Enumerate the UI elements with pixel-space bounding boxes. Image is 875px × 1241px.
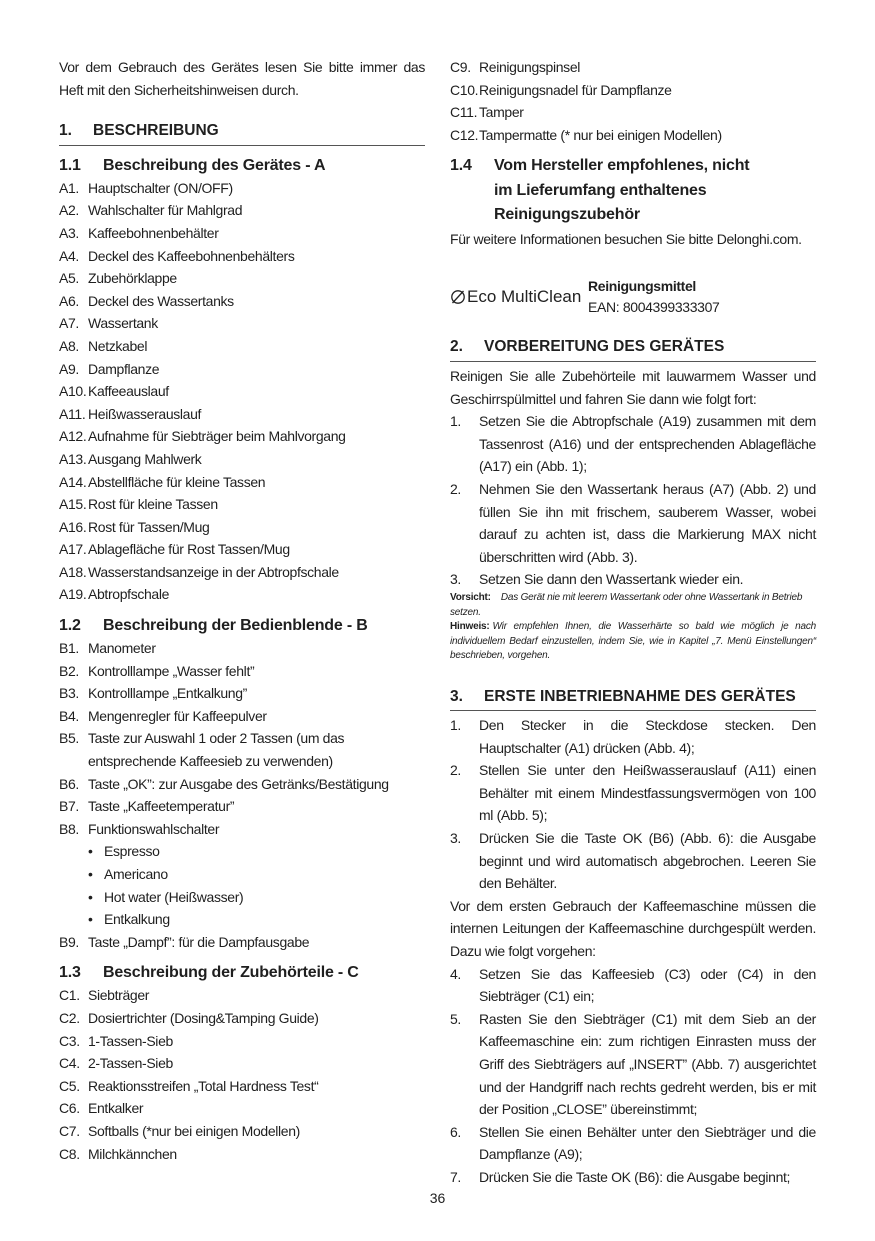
appliance-parts-list: [59, 177, 425, 606]
item-code: B3.: [59, 685, 79, 702]
list-item: [59, 448, 425, 471]
section-2-title: VORBEREITUNG DES GERÄTES: [484, 338, 725, 356]
item-code: C3.: [59, 1032, 80, 1049]
step-number: 7.: [450, 1168, 461, 1185]
list-item: [59, 335, 425, 358]
caution-text: Das Gerät nie mit leerem Wassertank oder ohne Wassertank in Betrieb setzen.: [450, 592, 803, 618]
item-code: C2.: [59, 1009, 80, 1026]
list-item: [59, 267, 425, 290]
item-code: C11.: [450, 104, 478, 121]
item-code: C12.: [450, 126, 479, 143]
intro-text: Vor dem Gebrauch des Gerätes lesen Sie bitte immer das Heft mit den Sicherheitshinweisen durch.: [59, 59, 425, 98]
item-text: Taste „OK”: zur Ausgabe des Getränks/Bestätigung: [88, 775, 389, 792]
rinse-steps: [450, 963, 816, 1189]
section-1-heading: [59, 120, 425, 146]
item-code: C1.: [59, 987, 80, 1004]
section-1-title: BESCHREIBUNG: [93, 122, 219, 140]
item-code: A18.: [59, 563, 87, 580]
item-code: A13.: [59, 450, 87, 467]
list-item: [450, 124, 816, 147]
bullet-text: Espresso: [104, 843, 160, 860]
bullet-text: Americano: [104, 866, 168, 882]
list-item: [59, 245, 425, 268]
item-text: Heißwasserauslauf: [88, 405, 202, 422]
item-text: Hauptschalter (ON/OFF): [88, 179, 233, 196]
step-text: Drücken Sie die Taste OK (B6): die Ausgabe beginnt;: [479, 1168, 791, 1185]
step-number: 3.: [450, 830, 461, 847]
step-number: 2.: [450, 481, 461, 498]
list-item: [59, 727, 425, 772]
step-text: Setzen Sie dann den Wassertank wieder ein.: [479, 571, 744, 588]
step-text: Setzen Sie die Abtropfschale (A19) zusammen mit dem Tassenrost (A16) und der entsprechenden Ablagefläche (A17) ein (Abb. 1);: [479, 413, 816, 475]
list-item: [59, 380, 425, 403]
hint-note: [450, 620, 816, 664]
section-3-title: ERSTE INBETRIEBNAHME DES GERÄTES: [484, 687, 796, 705]
step-number: 1.: [450, 717, 461, 734]
item-text: Kaffeebohnenbehälter: [88, 224, 219, 241]
list-item: [59, 538, 425, 561]
step-number: 3.: [450, 571, 461, 588]
step-text: Stellen Sie einen Behälter unter den Siebträger und die Dampflanze (A9);: [479, 1123, 816, 1163]
accessories-list-continued: [450, 56, 816, 146]
item-code: B8.: [59, 820, 79, 837]
item-text: Dampflanze: [88, 360, 160, 377]
list-item: [59, 1075, 425, 1098]
list-item: [59, 931, 425, 954]
step-text: Nehmen Sie den Wassertank heraus (A7) (Abb. 2) und füllen Sie ihn mit frischem, sauberem Wasser, wobei darauf zu achten ist, dass die Markierung MAX nicht überschritten wird (Abb. 3).: [479, 481, 816, 565]
section-1-4-heading: [450, 154, 816, 228]
item-code: A7.: [59, 315, 79, 332]
first-use-steps: [450, 714, 816, 895]
item-text: Ausgang Mahlwerk: [88, 450, 202, 467]
section-2-heading: [450, 336, 816, 362]
hint-text: Wir empfehlen Ihnen, die Wasserhärte so bald wie möglich je nach individuellem Bedarf einzustellen, indem Sie, wie in Kapitel „7. Menü Einstellungen“ beschrieben, vorgehen.: [450, 621, 816, 661]
step-text: Drücken Sie die Taste OK (B6) (Abb. 6): die Ausgabe beginnt und wird automatisch abgebrochen. Leeren Sie den Behälter.: [479, 830, 816, 892]
item-text: Abstellfläche für kleine Tassen: [88, 473, 266, 490]
list-item: [59, 1097, 425, 1120]
section-1-1-title: Beschreibung des Gerätes - A: [103, 156, 326, 174]
caution-label: Vorsicht:: [450, 592, 491, 603]
step-item: [450, 478, 816, 568]
item-text: Reaktionsstreifen „Total Hardness Test“: [88, 1077, 319, 1094]
bullet-item: [59, 840, 425, 863]
item-code: A17.: [59, 541, 87, 558]
section-1-number: 1.: [59, 122, 72, 140]
item-code: B6.: [59, 775, 79, 792]
bullet-text: Entkalkung: [104, 911, 170, 928]
item-code: C10.: [450, 81, 479, 98]
eco-multiclean-product: [450, 276, 816, 318]
list-item: [450, 79, 816, 102]
step-item: [450, 963, 816, 1008]
item-code: C9.: [450, 59, 471, 75]
control-panel-list: [59, 637, 425, 840]
item-text: Netzkabel: [88, 337, 148, 354]
list-item: [59, 773, 425, 796]
section-2-intro: Reinigen Sie alle Zubehörteile mit lauwarmem Wasser und Geschirrspülmittel und fahren Sie dann wie folgt fort:: [450, 368, 816, 407]
item-code: A12.: [59, 428, 87, 445]
step-item: [450, 1008, 816, 1121]
item-text: 1-Tassen-Sieb: [88, 1032, 173, 1049]
item-text: Manometer: [88, 640, 156, 657]
list-item: [59, 682, 425, 705]
list-item: [450, 101, 816, 124]
item-code: B9.: [59, 933, 79, 950]
list-item: [59, 583, 425, 606]
list-item: [59, 795, 425, 818]
section-3-heading: [450, 686, 816, 712]
bullet-item: [59, 863, 425, 886]
step-number: 1.: [450, 413, 461, 430]
item-text: Wahlschalter für Mahlgrad: [88, 202, 243, 219]
list-item: [59, 290, 425, 313]
list-item: [59, 222, 425, 245]
item-text: Deckel des Kaffeebohnenbehälters: [88, 247, 295, 264]
list-item: [59, 660, 425, 683]
item-code: B7.: [59, 798, 79, 815]
bullet-icon: •: [88, 843, 93, 860]
item-text: Mengenregler für Kaffeepulver: [88, 707, 267, 724]
list-item: [59, 1143, 425, 1166]
eco-multiclean-logo: [450, 286, 588, 309]
list-item: [59, 312, 425, 335]
item-text: Tampermatte (* nur bei einigen Modellen): [479, 126, 722, 143]
hint-label: Hinweis:: [450, 621, 490, 632]
item-code: B5.: [59, 730, 79, 747]
item-text: Reinigungspinsel: [479, 59, 581, 75]
section-1-4-text: Für weitere Informationen besuchen Sie bitte Delonghi.com.: [450, 230, 802, 247]
list-item: [450, 56, 816, 79]
page-number: 36: [429, 1190, 446, 1206]
item-code: B2.: [59, 662, 79, 679]
caution-note: [450, 591, 816, 620]
item-code: A5.: [59, 270, 79, 287]
list-item: [59, 403, 425, 426]
step-number: 4.: [450, 965, 461, 982]
item-text: Milchkännchen: [88, 1145, 177, 1162]
item-code: A8.: [59, 337, 79, 354]
item-code: A19.: [59, 586, 87, 603]
step-number: 2.: [450, 762, 461, 779]
list-item: [59, 561, 425, 584]
item-text: Siebträger: [88, 987, 150, 1004]
step-item: [450, 759, 816, 827]
list-item: [59, 705, 425, 728]
item-text: Zubehörklappe: [88, 270, 177, 287]
item-code: B4.: [59, 707, 79, 724]
section-1-3-number: 1.3: [59, 964, 81, 982]
list-item: [59, 1030, 425, 1053]
section-1-2-heading: [59, 614, 425, 637]
item-text: Taste „Dampf”: für die Dampfausgabe: [88, 933, 310, 950]
step-item: [450, 568, 816, 591]
list-item: [59, 984, 425, 1007]
bullet-icon: •: [88, 911, 93, 928]
item-code: B1.: [59, 640, 79, 657]
section-2-number: 2.: [450, 338, 463, 356]
item-code: C6.: [59, 1100, 80, 1117]
item-code: C7.: [59, 1122, 80, 1139]
item-text: Dosiertrichter (Dosing&Tamping Guide): [88, 1009, 319, 1026]
list-item: [59, 1052, 425, 1075]
list-item: [59, 637, 425, 660]
item-text: Funktionswahlschalter: [88, 820, 220, 837]
eco-logo-text: Eco MultiClean: [467, 287, 582, 307]
bullet-item: [59, 886, 425, 909]
item-text: Taste zur Auswahl 1 oder 2 Tassen (um das entsprechende Kaffeesieb zu verwenden): [88, 730, 345, 770]
item-text: Softballs (*nur bei einigen Modellen): [88, 1122, 300, 1139]
list-item: [59, 1120, 425, 1143]
list-item: [59, 425, 425, 448]
step-item: [450, 714, 816, 759]
step-number: 6.: [450, 1123, 461, 1140]
list-item: [59, 493, 425, 516]
item-text: Tamper: [479, 104, 524, 121]
item-code: A3.: [59, 224, 79, 241]
list-item: [59, 516, 425, 539]
product-name: Reinigungsmittel: [588, 278, 696, 295]
bullet-item: [59, 908, 425, 931]
item-code: C5.: [59, 1077, 80, 1094]
item-text: 2-Tassen-Sieb: [88, 1055, 173, 1072]
item-code: A2.: [59, 202, 79, 219]
list-item: [59, 177, 425, 200]
bullet-icon: •: [88, 888, 93, 905]
leaf-icon: [450, 289, 466, 305]
step-text: Rasten Sie den Siebträger (C1) mit dem Sieb an der Kaffeemaschine ein: zum richtigen Einrasten muss der Griff des Siebträgers auf „INSERT” (Abb. 7) ausgerichtet und der Handgriff nach rechts gedreht werden, bis er mit der Position „CLOSE” übereinstimmt;: [479, 1010, 816, 1118]
item-text: Deckel des Wassertanks: [88, 292, 234, 309]
item-code: C8.: [59, 1145, 80, 1162]
item-code: A15.: [59, 496, 87, 513]
product-ean: EAN: 8004399333307: [588, 299, 720, 316]
item-text: Entkalker: [88, 1100, 144, 1117]
step-item: [450, 1121, 816, 1166]
list-item: [59, 471, 425, 494]
step-text: Stellen Sie unter den Heißwasserauslauf (A11) einen Behälter mit einem Mindestfassungsvermögen von 100 ml (Abb. 5);: [479, 762, 816, 824]
item-text: Reinigungsnadel für Dampflanze: [479, 81, 672, 98]
section-1-2-title: Beschreibung der Bedienblende - B: [103, 617, 368, 635]
item-code: A4.: [59, 247, 79, 264]
section-3-paragraph: Vor dem ersten Gebrauch der Kaffeemaschine müssen die internen Leitungen der Kaffeemaschine durchgespült werden. Dazu wie folgt vorgehen:: [450, 897, 816, 960]
eco-product-info: [588, 276, 720, 318]
bullet-text: Hot water (Heißwasser): [104, 888, 244, 905]
item-text: Kaffeeauslauf: [88, 383, 169, 400]
step-item: [450, 827, 816, 895]
section-3-number: 3.: [450, 687, 463, 705]
step-number: 5.: [450, 1010, 461, 1027]
step-text: Setzen Sie das Kaffeesieb (C3) oder (C4) in den Siebträger (C1) ein;: [479, 965, 816, 1005]
item-text: Kontrolllampe „Entkalkung”: [88, 685, 247, 702]
list-item: [59, 1007, 425, 1030]
list-item: [59, 358, 425, 381]
preparation-steps: [450, 410, 816, 591]
item-code: A11.: [59, 405, 86, 422]
section-1-4-number: 1.4: [450, 157, 472, 175]
item-text: Rost für kleine Tassen: [88, 496, 218, 513]
item-code: C4.: [59, 1055, 80, 1072]
item-text: Wasserstandsanzeige in der Abtropfschale: [88, 563, 339, 580]
section-1-1-number: 1.1: [59, 156, 81, 174]
item-code: A6.: [59, 292, 79, 309]
item-code: A14.: [59, 473, 87, 490]
item-code: A16.: [59, 518, 87, 535]
item-text: Aufnahme für Siebträger beim Mahlvorgang: [88, 428, 346, 445]
section-1-1-heading: [59, 154, 425, 177]
step-item: [450, 410, 816, 478]
item-code: A9.: [59, 360, 79, 377]
left-column: [59, 56, 425, 1165]
section-1-2-number: 1.2: [59, 617, 81, 635]
function-selector-options: [59, 840, 425, 930]
item-text: Rost für Tassen/Mug: [88, 518, 210, 535]
item-text: Abtropfschale: [88, 586, 170, 603]
section-1-3-title: Beschreibung der Zubehörteile - C: [103, 964, 359, 982]
accessories-list: [59, 984, 425, 1165]
bullet-icon: •: [88, 866, 93, 882]
list-item: [59, 199, 425, 222]
item-text: Taste „Kaffeetemperatur”: [88, 798, 235, 815]
item-code: A10.: [59, 383, 87, 400]
step-item: [450, 1166, 816, 1189]
section-1-4-title: Vom Hersteller empfohlenes, nicht im Lieferumfang enthaltenes Reinigungszubehör: [494, 157, 750, 224]
item-code: A1.: [59, 179, 79, 196]
item-text: Wassertank: [88, 315, 158, 332]
list-item: [59, 818, 425, 841]
item-text: Kontrolllampe „Wasser fehlt”: [88, 662, 255, 679]
right-column: [450, 56, 816, 1189]
step-text: Den Stecker in die Steckdose stecken. Den Hauptschalter (A1) drücken (Abb. 4);: [479, 717, 816, 756]
item-text: Ablagefläche für Rost Tassen/Mug: [88, 541, 290, 558]
section-1-3-heading: [59, 961, 425, 984]
